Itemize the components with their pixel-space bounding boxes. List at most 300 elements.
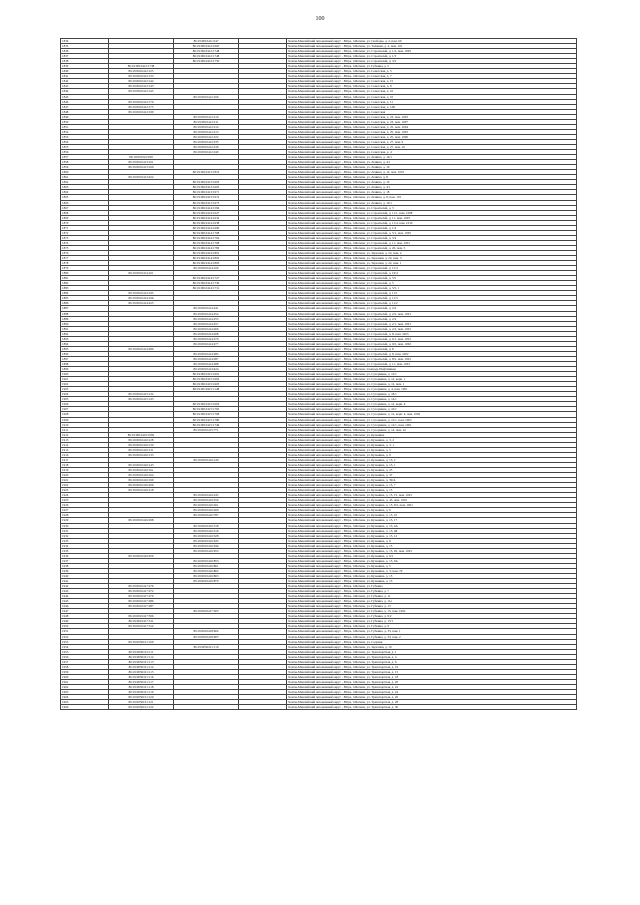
address-cell: Ханты-Мансийский автономный округ - Югра, г.Мегион, ул. Кузьмина, д. 5 [287,563,577,568]
cadastral-number-land: 86:19:0010416:1082 [109,432,174,437]
address-cell: Ханты-Мансийский автономный округ - Югра, г.Мегион, площадь Нефтяников [287,367,577,372]
row-number: 1853 [61,134,109,139]
row-number: 1930 [61,523,109,528]
address-cell: Ханты-Мансийский автономный округ - Югра, г.Мегион, ул. Строителей, д. 5 [287,281,577,286]
cadastral-number-object: 86:19:0010414:1780 [174,245,239,250]
cadastral-number-object: 86:19:0010416:787 [174,513,239,518]
address-cell: Ханты-Мансийский автономный округ - Югра, г.Мегион, ул. Кузьмина, д. 39/А [287,478,577,483]
row-number: 1942 [61,584,109,589]
address-cell: Ханты-Мансийский автономный округ - Югра, г.Мегион, ул. Кузьмина, д. 3, 2 [287,437,577,442]
address-cell: Ханты-Мансийский автономный округ - Югра, г.Мегион, ул. Строителей, д. 5/1, пом. 1005 [287,230,577,235]
cadastral-number-land: 86:19:0010414:161 [109,271,174,276]
address-cell: Ханты-Мансийский автономный округ - Югра, г.Мегион, ул. Кузьмина, д. 15, 2 [287,457,577,462]
cadastral-number-land: 86:19:0010417:306 [109,614,174,619]
row-number: 1841 [61,74,109,79]
cadastral-number-land: 86:19:0010415:132 [109,392,174,397]
address-cell: Ханты-Мансийский автономный округ - Югра, г.Мегион, ул. Строителей, д. 11/4, пом. 1010 [287,220,577,225]
row-number: 1966 [61,705,109,710]
row-number: 1916 [61,452,109,457]
address-cell: Ханты-Мансийский автономный округ - Югра, г.Мегион, ул. Строителей, д. 11, пом. 1001 [287,362,577,367]
cadastral-number-land: 86:19:0050101:109 [109,639,174,644]
cadastral-number-object: 86:19:0010412:1748 [174,49,239,54]
row-number: 1951 [61,629,109,634]
table-body [61,39,577,710]
cadastral-number-object: 86:19:0010417:303 [174,609,239,614]
row-number: 1859 [61,165,109,170]
address-cell: Ханты-Мансийский автономный округ - Югра, г.Мегион, ул. Губкина, д. 11а [287,599,577,604]
cadastral-number-object: 86:19:0010414:1802 [174,256,239,261]
cadastral-number-object: 86:19:0010414:1632 [174,215,239,220]
address-cell: Ханты-Мансийский автономный округ - Югра, г.Мегион, ул. Губкина, д. 33, пом. 1 [287,629,577,634]
address-cell: Ханты-Мансийский автономный округ - Югра, г.Мегион, ул. Кузьмина, д. 15 [287,573,577,578]
row-number: 1872 [61,230,109,235]
row-number: 1885 [61,296,109,301]
row-number: 1937 [61,558,109,563]
row-number: 1944 [61,594,109,599]
address-cell: Ханты-Мансийский автономный округ - Югра, г.Мегион, ул. Губкина [287,584,577,589]
address-cell: Ханты-Мансийский автономный округ - Югра, г.Мегион, ул. Заречная, д. 22, пом. 3 [287,256,577,261]
cadastral-number-object: 86:19:0010414:1638 [174,220,239,225]
row-number: 1919 [61,467,109,472]
address-cell: Ханты-Мансийский автономный округ - Югра, г.Мегион, ул. Кузьмина, д. 15, 1 [287,462,577,467]
address-cell: Ханты-Мансийский автономный округ - Югра, г.Мегион, ул. Строителей, д. 11, пом. 1003 [287,215,577,220]
address-cell: Ханты-Мансийский автономный округ - Югра, г.Мегион, ул. Советская, д. 5 [287,69,577,74]
address-cell: Ханты-Мансийский автономный округ - Югра, г.Мегион, ул. Губкина, д. 7 [287,589,577,594]
address-cell: Ханты-Мансийский автономный округ - Югра, г.Мегион, ул. Кузьмина, д. 15, 7 [287,483,577,488]
row-number: 1870 [61,220,109,225]
cadastral-number-object: 86:19:0010414:287 [174,356,239,361]
row-number: 1835 [61,44,109,49]
cadastral-number-land: 86:19:0010416:218 [109,488,174,493]
cadastral-number-object: 86:19:0010416:318 [174,523,239,528]
row-number: 1959 [61,669,109,674]
address-cell: Ханты-Мансийский автономный округ - Югра, г.Мегион, ул. Транспортная, д. 30 [287,705,577,710]
cadastral-number-object: 86:19:0010418:905 [174,634,239,639]
cadastral-number-land: 86:19:0010415:143 [109,397,174,402]
cadastral-number-object: 86:19:0010414:1727 [174,276,239,281]
address-cell: Ханты-Мансийский автономный округ - Югра, г.Мегион, ул. Советская, д. 25, пом. 1005 [287,129,577,134]
address-cell: Ханты-Мансийский автономный округ - Югра, г.Мегион, ул. Ленина, д. 12, пом. 1001 [287,170,577,175]
address-cell: Ханты-Мансийский автономный округ - Югра, г.Мегион, ул. Строителей, д. 2/2, пом. 1001 [287,311,577,316]
row-number: 1922 [61,483,109,488]
address-cell: Ханты-Мансийский автономный округ - Югра, г.Мегион, ул. Строителей, д. 2/4 [287,306,577,311]
cadastral-number-land: 86:19:0050101:113 [109,659,174,664]
row-number: 1940 [61,573,109,578]
address-cell: Ханты-Мансийский автономный округ - Югра, г.Мегион, ул. Транспортная, д. 26 [287,695,577,700]
row-number: 1837 [61,54,109,59]
cadastral-number-object: 86:19:0010415:1602 [174,377,239,382]
address-cell: Ханты-Мансийский автономный округ - Югра, г.Мегион, ул. Сутормина, д. 14, пом. 22 [287,427,577,432]
address-cell: Ханты-Мансийский автономный округ - Югра, г.Мегион, ул. Сутормина, д. 14/1 [287,397,577,402]
cadastral-number-object: 86:19:0010412:1748 [174,54,239,59]
cadastral-number-land: 86:19:0050101:121 [109,700,174,705]
address-cell: Ханты-Мансийский автономный округ - Югра, г.Мегион, ул. Советская, д. 27, пом. 9 [287,139,577,144]
row-number: 1879 [61,266,109,271]
address-cell: Ханты-Мансийский автономный округ - Югра, г.Мегион, ул. Кузьмина, д. 15, 26, пом. 1001 [287,548,577,553]
row-number: 1926 [61,503,109,508]
cadastral-number-land: 86:19:0010417:286 [109,599,174,604]
cadastral-number-object: 86:19:0010413:1971 [174,190,239,195]
address-cell: Ханты-Мансийский автономный округ - Югра, г.Мегион, ул. Ленина, д. 16/1 [287,155,577,160]
address-cell: Ханты-Мансийский автономный округ - Югра, г.Мегион, ул. Строителей, д. 5/5, 1 [287,286,577,291]
address-cell: Ханты-Мансийский автономный округ - Югра, г.Мегион, ул. Строителей, д. 3/2 [287,59,577,64]
address-cell: Ханты-Мансийский автономный округ - Югра, г.Мегион, ул. Кузьмина, д. 15 [287,579,577,584]
cadastral-number-object: 86:19:0010414:268 [174,331,239,336]
cadastral-number-object: 86:19:0010414:1708 [174,230,239,235]
row-number: 1846 [61,99,109,104]
row-number: 1910 [61,422,109,427]
row-number: 1956 [61,654,109,659]
cadastral-number-land: 86:19:0010414:280 [109,346,174,351]
cadastral-number-object: 86:19:0010414:288 [174,362,239,367]
cadastral-number-object: 86:19:0010413:1972 [174,195,239,200]
address-cell: Ханты-Мансийский автономный округ - Югра, г.Мегион, ул. Сутормина, д. 12, корп. 1 [287,377,577,382]
cadastral-number-object: 86:19:0010415:1780 [174,417,239,422]
address-cell: Ханты-Мансийский автономный округ - Югра, г.Мегион, ул. Ленина, д. 18 [287,190,577,195]
address-cell: Ханты-Мансийский автономный округ - Югра, г.Мегион, ул. Транспортная, д. 1 [287,649,577,654]
address-cell: Ханты-Мансийский автономный округ - Югра, г.Мегион, ул. Советская, д. 12Б [287,104,577,109]
address-cell: Ханты-Мансийский автономный округ - Югра, г.Мегион, ул. Советская, д. 7 [287,74,577,79]
row-number: 1855 [61,144,109,149]
row-number: 1856 [61,150,109,155]
address-cell: Ханты-Мансийский автономный округ - Югра, г.Мегион, ул. Ленина, д. 4/1 [287,160,577,165]
cadastral-number-object [174,705,239,710]
address-cell: Ханты-Мансийский автономный округ - Югра, г.Мегион, ул. Кузьмина, д. 15, 9/2, пом. 1001 [287,503,577,508]
cadastral-number-land: 86:19:0010417:276 [109,584,174,589]
row-number: 1851 [61,124,109,129]
address-cell: Ханты-Мансийский автономный округ - Югра, г.Мегион, ул. Кузьмина, д. 9 [287,452,577,457]
row-number: 1928 [61,513,109,518]
cadastral-number-object: 86:19:0010412:211 [174,119,239,124]
address-cell: Ханты-Мансийский автономный округ - Югра, г.Мегион, ул. Транспортная, д. 22 [287,685,577,690]
row-number: 1884 [61,291,109,296]
row-number: 1852 [61,129,109,134]
row-number: 1861 [61,175,109,180]
address-cell: Ханты-Мансийский автономный округ - Югра, г.Мегион, ул. Заречная, д. 10 [287,644,577,649]
row-number: 1839 [61,64,109,69]
row-number: 1933 [61,538,109,543]
address-cell: Ханты-Мансийский автономный округ - Югра, г.Мегион, ул. Советская, д. 25, пом. 1006 [287,134,577,139]
row-number: 1921 [61,478,109,483]
cadastral-number-land: 86:19:0010412:1738 [109,64,174,69]
cadastral-number-object: 86:19:0010414:253 [174,316,239,321]
address-cell: Ханты-Мансийский автономный округ - Югра, г.Мегион, ул. Ленина, д. 4/1 [287,185,577,190]
address-cell: Ханты-Мансийский автономный округ - Югра, г.Мегион, ул. Советская, д. 23, пом. 1005 [287,114,577,119]
address-cell: Ханты-Мансийский автономный округ - Югра, г.Мегион, ул. Кузьмина, д. 15, 12 [287,533,577,538]
address-cell: Ханты-Мансийский автономный округ - Югра, г.Мегион, ул. Кузьмина, д. 45, пом. 1001 [287,498,577,503]
cadastral-number-object: 86:19:0010414:1764 [174,235,239,240]
address-cell: Ханты-Мансийский автономный округ - Югра, г.Мегион, ул. Сутормина, д. 4, пом. 1001 [287,387,577,392]
address-cell: Ханты-Мансийский автономный округ - Югра, г.Мегион, ул. Строителей, д. 19/4 [287,271,577,276]
address-cell: Ханты-Мансийский автономный округ - Югра, г.Мегион, ул. Советская, д. 11 [287,99,577,104]
cadastral-number-object: 86:19:0010414:1690 [174,225,239,230]
row-number: 1887 [61,306,109,311]
cadastral-number-object: 86:19:0010414:241 [174,306,239,311]
address-cell: Ханты-Мансийский автономный округ - Югра, г.Мегион, ул. Заречная, д. 22, пом. 1 [287,261,577,266]
cadastral-number-object: 86:19:0010412:222 [174,134,239,139]
row-number: 1842 [61,79,109,84]
cadastral-number-object: 86:19:0010413:1605 [174,185,239,190]
row-number: 1954 [61,644,109,649]
row-number: 1934 [61,543,109,548]
address-cell: Ханты-Мансийский автономный округ - Югра, г.Мегион, ул. Сутормина, д. 12, корп. 4, пом. 1002 [287,412,577,417]
address-cell: Ханты-Мансийский автономный округ - Югра, г.Мегион, ул. Кузьмина, д. 3, пом. 79 [287,568,577,573]
cadastral-number-object: 86:19:0010416:328 [174,533,239,538]
cadastral-number-land: 86:19:0010416:143 [109,462,174,467]
address-cell: Ханты-Мансийский автономный округ - Югра, г.Мегион, ул. Строителей, д. 2/2, пом. 1001 [287,326,577,331]
row-number: 1836 [61,49,109,54]
address-cell: Ханты-Мансийский автономный округ - Югра, г.Мегион, ул. Сутормина, д. 12, корп. 4 [287,402,577,407]
row-number: 1957 [61,659,109,664]
address-cell: Ханты-Мансийский автономный округ - Югра, г.Мегион, ул. Таёжная, д. 4, пом. 101 [287,44,577,49]
address-cell: Ханты-Мансийский автономный округ - Югра, г.Мегион, ул. Советская, д. 27, пом. 10 [287,144,577,149]
row-number: 1854 [61,139,109,144]
cadastral-number-object: 86:19:0010414:160 [174,266,239,271]
row-number: 1925 [61,498,109,503]
cadastral-number-land: 86:19:0010412:175 [109,104,174,109]
cadastral-number-land: 86:19:0010416:199 [109,478,174,483]
empty-cell [239,705,287,710]
row-number: 1963 [61,690,109,695]
address-cell: Ханты-Мансийский автономный округ - Югра, г.Мегион, ул. Кузьмина [287,432,577,437]
address-cell: Ханты-Мансийский автономный округ - Югра, г.Мегион, ул. Ленина, д. 8 [287,175,577,180]
cadastral-number-land: 86:19:0050101:119 [109,690,174,695]
cadastral-number-land: 86:19:0050101:122 [109,705,174,710]
address-cell: Ханты-Мансийский автономный округ - Югра, г.Мегион, ул. Строителей, д. 11/4 [287,266,577,271]
cadastral-number-object: 86:19:0010416:140 [174,457,239,462]
address-cell: Ханты-Мансийский автономный округ - Югра, г.Мегион, ул. Кузьмина, д. 15, 9А [287,558,577,563]
address-cell: Ханты-Мансийский автономный округ - Югра, г.Мегион, ул. Сутормина, д. 18/1 [287,392,577,397]
address-cell: Ханты-Мансийский автономный округ - Югра, г.Мегион, ул. Строителей, д. 9/2, пом. 1002 [287,341,577,346]
cadastral-number-object: 86:19:0010414:1596 [174,205,239,210]
row-number: 1962 [61,685,109,690]
row-number: 1918 [61,462,109,467]
cadastral-number-object: 86:19:0010416:646 [174,543,239,548]
row-number: 1943 [61,589,109,594]
address-cell: Ханты-Мансийский автономный округ - Югра, г.Мегион, ул. Заречная, д. 22, пом. 4 [287,250,577,255]
address-cell: Ханты-Мансийский автономный округ - Югра, г.Мегион, ул. Губкина, д. 15/1 [287,619,577,624]
address-cell: Ханты-Мансийский автономный округ - Югра, г.Мегион, ул. Строителей, д. 1/2, пом. 1005 [287,49,577,54]
row-number: 1849 [61,114,109,119]
row-number: 1938 [61,563,109,568]
row-number: 1911 [61,427,109,432]
address-cell: Ханты-Мансийский автономный округ - Югра, г.Мегион, ул. Ленина, д. 16/1 [287,200,577,205]
address-cell: Ханты-Мансийский автономный округ - Югра, г.Мегион, ул. Ленина, д. 10 [287,180,577,185]
cadastral-number-object: 86:19:0010416:862 [174,568,239,573]
cadastral-number-object: 86:19:0010415:1601 [174,372,239,377]
cadastral-number-object: 86:19:0010414:1730 [174,281,239,286]
address-cell: Ханты-Мансийский автономный округ - Югра, г.Мегион, ул. Строителей, д. 8, пом. 1003 [287,331,577,336]
row-number: 1863 [61,185,109,190]
address-cell: Ханты-Мансийский автономный округ - Югра, г.Мегион, ул. Сутормина, д. 12/1, пом. 1001 [287,422,577,427]
row-number: 1904 [61,392,109,397]
cadastral-number-object: 86:19:0010416:870 [174,579,239,584]
row-number: 1903 [61,387,109,392]
address-cell: Ханты-Мансийский автономный округ - Югра, г.Мегион, ул. Кузьмина, д. 15, 10 [287,513,577,518]
address-cell: Ханты-Мансийский автономный округ - Югра, г.Мегион, ул. Транспортная, д. 6 [287,659,577,664]
address-cell: Ханты-Мансийский автономный округ - Югра, г.Мегион, ул. Сутормина, д. 12/1 [287,372,577,377]
address-cell: Ханты-Мансийский автономный округ - Югра, г.Мегион, ул. Губкина, д. 9 [287,624,577,629]
row-number: 1890 [61,321,109,326]
row-number: 1895 [61,346,109,351]
cadastral-number-land: 86:19:0010416:298 [109,518,174,523]
cadastral-number-object: 86:19:0010415:1148 [174,387,239,392]
cadastral-number-land: 86:19:0010416:656 [109,553,174,558]
cadastral-number-object: 86:19:0010413:1810 [174,170,239,175]
row-number: 1892 [61,331,109,336]
cadastral-number-object: 86:19:0010412:1750 [174,59,239,64]
address-cell: Ханты-Мансийский автономный округ - Югра, г.Мегион, ул. Кузьмина, д. 15, 4Б [287,528,577,533]
cadastral-number-land: 86:19:0010413:424 [109,175,174,180]
row-number: 1948 [61,614,109,619]
cadastral-number-land: 86:19:0050101:111 [109,649,174,654]
row-number: 1906 [61,402,109,407]
cadastral-number-land: 86:19:0010414:196 [109,296,174,301]
page-number: 100 [315,16,325,22]
address-cell: Ханты-Мансийский автономный округ - Югра, г.Мегион, ул. Строителей, д. 1/3 [287,54,577,59]
row-number: 1857 [61,155,109,160]
cadastral-number-object: 86:19:0010414:252 [174,311,239,316]
cadastral-number-object: 86:19:0010415:1663 [174,402,239,407]
cadastral-number-land: 86:19:0010416:206 [109,483,174,488]
row-number: 1843 [61,84,109,89]
address-cell: Ханты-Мансийский автономный округ - Югра, г.Мегион, ул. Транспортная, д. 24 [287,690,577,695]
row-number: 1900 [61,372,109,377]
cadastral-number-object: 86:19:0010415:1768 [174,412,239,417]
cadastral-number-land: 86:19:0010412:125 [109,69,174,74]
row-number: 1844 [61,89,109,94]
row-number: 1858 [61,160,109,165]
row-number: 1945 [61,599,109,604]
row-number: 1949 [61,619,109,624]
address-cell: Ханты-Мансийский автономный округ - Югра, г.Мегион, ул. Строителей, д. 11/2 [287,301,577,306]
row-number: 1834 [61,39,109,44]
row-number: 1932 [61,533,109,538]
address-cell: Ханты-Мансийский автономный округ - Югра, г.Мегион, ул. Строителей, д. 8 [287,346,577,351]
row-number: 1913 [61,437,109,442]
address-cell: Ханты-Мансийский автономный округ - Югра, г.Мегион, ул. Строителей, д. 11/1, пом. 1008 [287,210,577,215]
row-number: 1960 [61,674,109,679]
row-number: 1908 [61,412,109,417]
row-number: 1965 [61,700,109,705]
row-number: 1897 [61,356,109,361]
cadastral-number-land: 86:19:0010417:272 [109,589,174,594]
cadastral-number-land: 86:19:0010416:133 [109,452,174,457]
address-cell: Ханты-Мансийский автономный округ - Югра, г.Мегион, ул. Строителей, д. 3 [287,205,577,210]
address-cell: Ханты-Мансийский автономный округ - Югра, г.Мегион, ул. Советская, д. 10 [287,94,577,99]
cadastral-number-object: 86:19:0010413:1603 [174,180,239,185]
cadastral-number-land: 86:19:0010417:276 [109,594,174,599]
cadastral-number-land: 86:19:0050101:120 [109,695,174,700]
row-number: 1865 [61,195,109,200]
address-cell: Ханты-Мансийский автономный округ - Югра, г.Мегион, ул. Свободы, д. 2, пом. 60 [287,39,577,44]
row-number: 1920 [61,473,109,478]
row-number: 1941 [61,579,109,584]
cadastral-number-object: 86:19:0010414:1731 [174,286,239,291]
cadastral-number-object: 86:19:0010416:256 [174,498,239,503]
address-cell: Ханты-Мансийский автономный округ - Югра, г.Мегион, ул. Строителей, д. 11/3 [287,296,577,301]
address-cell: Ханты-Мансийский автономный округ - Югра, г.Мегион, ул. Кузьмина, д. 15, 4А [287,523,577,528]
address-cell: Ханты-Мансийский автономный округ - Югра, г.Мегион, ул. Транспортная, д. 18 [287,674,577,679]
cadastral-number-object: 86:19:0010414:285 [174,351,239,356]
row-number: 1902 [61,382,109,387]
address-cell: Ханты-Мансийский автономный округ - Югра, г.Мегион, ул. Транспортная, д. 15 [287,669,577,674]
address-cell: Ханты-Мансийский автономный округ - Югра, г.Мегион, ул. Садовая [287,639,577,644]
row-number: 1898 [61,362,109,367]
row-number: 1894 [61,341,109,346]
address-cell: Ханты-Мансийский автономный округ - Югра, г.Мегион, ул. Ленина, д. 8, пом. 101 [287,195,577,200]
row-number: 1889 [61,316,109,321]
row-number: 1917 [61,457,109,462]
address-cell: Ханты-Мансийский автономный округ - Югра, г.Мегион, ул. Транспортная, д. 4 [287,654,577,659]
row-number: 1924 [61,493,109,498]
cadastral-number-land: 86:19:0010413:101 [109,160,174,165]
address-cell: Ханты-Мансийский автономный округ - Югра, г.Мегион, ул. Ленина, д. 16 [287,165,577,170]
address-cell: Ханты-Мансийский автономный округ - Югра, г.Мегион, ул. Сутормина, д. 10/1 [287,407,577,412]
row-number: 1869 [61,215,109,220]
row-number: 1882 [61,281,109,286]
cadastral-number-object: 86:19:0010411:547 [174,39,239,44]
row-number: 1877 [61,256,109,261]
row-number: 1907 [61,407,109,412]
address-cell: Ханты-Мансийский автономный округ - Югра, г.Мегион, ул. Строителей, д. 8, пом. 1002 [287,351,577,356]
address-cell: Ханты-Мансийский автономный округ - Югра, г.Мегион, ул. Губкина, д. 5 [287,64,577,69]
address-cell: Ханты-Мансийский автономный округ - Югра, г.Мегион, ул. Кузьмина, д. 15, 15, пом. 1001 [287,493,577,498]
cadastral-number-object: 86:19:0010414:1801 [174,250,239,255]
cadastral-number-land: 86:19:0010413:160 [109,165,174,170]
cadastral-number-object: 86:19:0010416:319 [174,528,239,533]
address-cell: Ханты-Мансийский автономный округ - Югра, г.Мегион, ул. Сутормина, д. 12, пом. 1 [287,382,577,387]
row-number: 1868 [61,210,109,215]
row-number: 1899 [61,367,109,372]
address-cell: Ханты-Мансийский автономный округ - Югра, г.Мегион, ул. Советская, д. 9 [287,84,577,89]
cadastral-number-object: 86:19:0010414:277 [174,341,239,346]
cadastral-number-object: 86:19:0010415:771 [174,427,239,432]
row-number: 1864 [61,190,109,195]
address-cell: Ханты-Мансийский автономный округ - Югра, г.Мегион, ул. Губкина, д. 9/2 [287,614,577,619]
address-cell: Ханты-Мансийский автономный округ - Югра, г.Мегион, ул. Кузьмина, д. 15 [287,543,577,548]
cadastral-number-object: 86:19:0010414:270 [174,336,239,341]
row-number: 1883 [61,286,109,291]
cadastral-number-object: 86:19:0010416:863 [174,573,239,578]
cadastral-number-land: 86:19:0010412:145 [109,89,174,94]
address-cell: Ханты-Мансийский автономный округ - Югра, г.Мегион, ул. Кузьмина, д. 3, 1 [287,442,577,447]
row-number: 1871 [61,225,109,230]
cadastral-number-object: 86:19:0010416:861 [174,563,239,568]
cadastral-number-land: 86:19:0010416:164 [109,473,174,478]
cadastral-number-land: 86:19:0050101:112 [109,654,174,659]
row-number: 1936 [61,553,109,558]
row-number: 1847 [61,104,109,109]
cadastral-number-land: 86:19:0010416:131 [109,447,174,452]
address-cell: Ханты-Мансийский автономный округ - Югра, г.Мегион, ул. Строителей, д. 2/4 [287,316,577,321]
address-cell: Ханты-Мансийский автономный округ - Югра, г.Мегион, ул. Строителей, д. 20, пом. 5 [287,245,577,250]
row-number: 1946 [61,604,109,609]
cadastral-number-object: 86:19:0010412:215 [174,129,239,134]
address-cell: Ханты-Мансийский автономный округ - Югра, г.Мегион, ул. Советская, д. 10 [287,89,577,94]
cadastral-number-object: 86:19:0050101:110 [174,644,239,649]
address-cell: Ханты-Мансийский автономный округ - Югра, г.Мегион, ул. Строителей, д. 9/1, пом. 1001 [287,336,577,341]
cadastral-number-object: 86:19:0010414:257 [174,321,239,326]
cadastral-number-object: 86:19:0010412:236 [174,144,239,149]
cadastral-number-land: 86:19:0010417:312 [109,624,174,629]
cadastral-number-object: 86:19:0010416:653 [174,548,239,553]
cadastral-number-land: 86:19:0010412:143 [109,84,174,89]
cadastral-number-object: 86:19:0010413:1973 [174,200,239,205]
cadastral-number-object: 86:19:0010412:240 [174,150,239,155]
address-cell: Ханты-Мансийский автономный округ - Югра, г.Мегион, ул. Кузьмина, д. 5 [287,447,577,452]
cadastral-number-land: 86:19:0050101:118 [109,685,174,690]
